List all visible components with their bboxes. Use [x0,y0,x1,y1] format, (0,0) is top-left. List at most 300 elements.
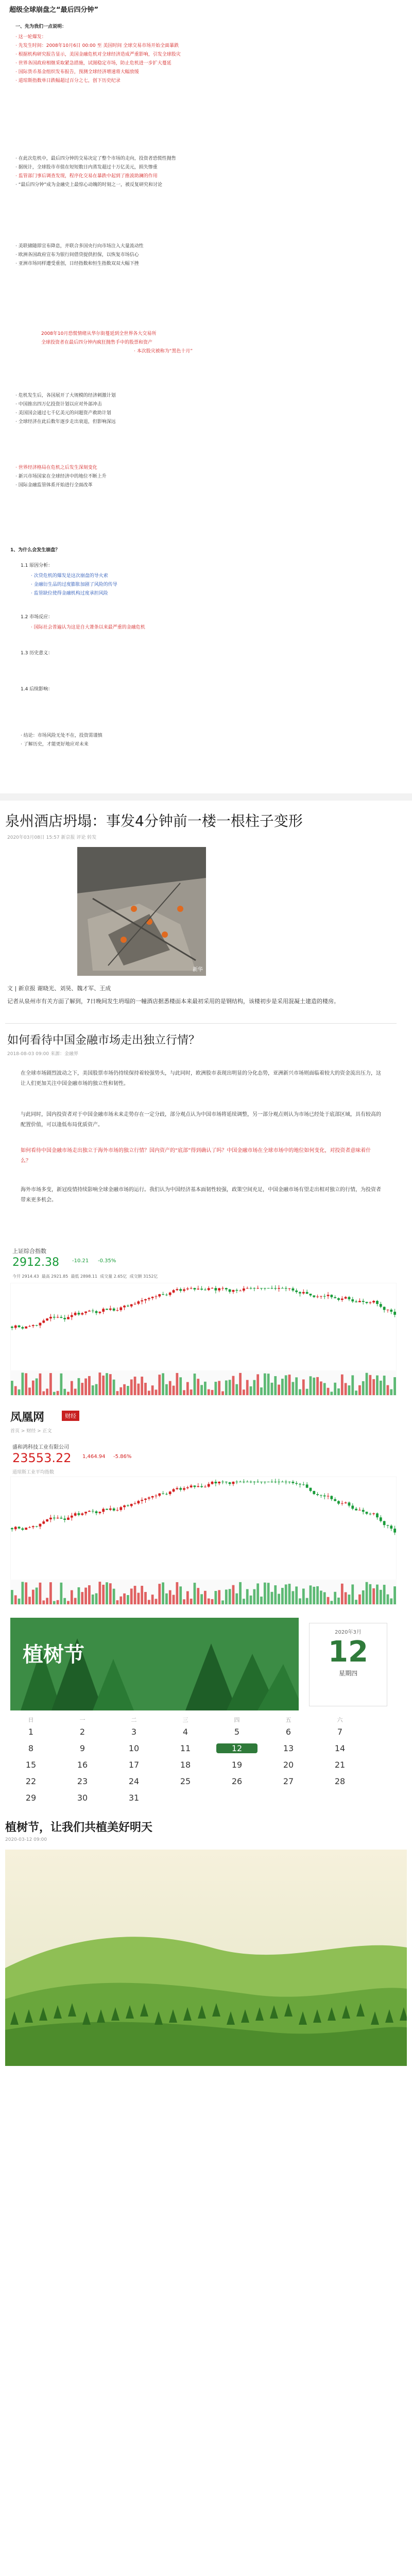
candle-body [116,1310,119,1311]
volume-bar [288,1584,291,1604]
calendar-day[interactable]: 1 [28,1727,34,1737]
article2-meta: 2018-08-03 09:00 来源：金融界 [7,1052,78,1057]
volume-bar [274,1376,277,1395]
volume-bar [190,1389,193,1395]
volume-bar [376,1376,379,1395]
closing [21,732,309,749]
line: · 根据机构研究报告显示，美国金融危机对全球经济造成严重影响，引发全球股灾 [15,52,181,57]
volume-bar [271,1383,273,1395]
volume-bar [246,1380,249,1395]
volume-bar [369,1375,371,1395]
volume-bar [130,1588,133,1604]
candle-body [260,1288,263,1289]
candle-body [383,1521,386,1525]
candle-body [25,1327,27,1329]
question-heading: 1、为什么会发生崩盘？ [10,548,60,553]
candle-body [42,1320,45,1323]
volume-bar [49,1373,52,1395]
volume-bar [366,1582,368,1604]
volume-bar [327,1597,330,1604]
volume-bar [229,1380,231,1395]
candle-body [25,1528,27,1530]
candle-body [345,1297,347,1298]
volume-bar [148,1391,150,1395]
calendar-day[interactable]: 20 [283,1760,294,1770]
volume-bar [194,1583,196,1604]
volume-bar [306,1389,308,1395]
candle-body [358,1301,361,1302]
volume-bar [281,1588,284,1604]
volume-bar [169,1381,171,1395]
line: · 美国国会通过七千亿美元的问题资产救助计划 [15,411,111,416]
candle-body [60,1317,62,1318]
volume-bar [88,1376,91,1395]
volume-bar [162,1582,164,1604]
volume-bar [295,1377,298,1395]
volume-bar [42,1600,45,1604]
candle-body [351,1505,354,1509]
calendar-section [0,1618,412,1814]
calendar-day[interactable]: 24 [128,1776,140,1786]
candle-body [36,1325,38,1326]
candle-body [165,1494,168,1495]
volume-bar [250,1386,252,1395]
q-item: 1.2 市场反应： [21,615,53,620]
volume-bar [102,1376,105,1395]
candle-body [109,1509,112,1510]
volume-bar [243,1599,245,1604]
volume-bar [218,1381,220,1395]
candle-body [334,1297,336,1298]
volume-bar [278,1385,280,1395]
line: · 国际金融监管体系开始进行全面改革 [15,483,93,488]
volume-bar [194,1374,196,1395]
volume-bar [355,1600,357,1604]
candle-body [334,1499,336,1501]
volume-bar [25,1373,27,1395]
q-item: 1.1 原因分析： [21,563,53,568]
volume-bar [358,1385,361,1395]
candle-body [106,1509,108,1510]
calendar-day[interactable]: 29 [25,1793,37,1803]
date-card [309,1623,387,1706]
candle-body [246,1288,249,1289]
volume-bar [204,1382,207,1395]
weekday-header: 三 [182,1717,188,1723]
candle-body [81,1313,83,1315]
volume-bar [74,1598,77,1604]
candle-body [21,1327,24,1329]
candle-body [14,1527,17,1530]
volume-bar [334,1592,336,1604]
candle-body [232,1482,235,1484]
candle-body [310,1294,312,1295]
volume-bar [323,1592,326,1604]
candle-body [214,1288,217,1291]
volume-bar [67,1392,70,1395]
line: 全球投资者在最后四分钟内疯狂抛售手中的股票和资产 [41,340,153,345]
volume-bar [225,1589,228,1604]
q-item: 1.4 后续影响： [21,687,53,692]
candle-body [137,1301,140,1304]
candle-body [151,1297,154,1298]
stat: 最低 2898.11 [71,1274,98,1279]
calendar-day[interactable]: 9 [79,1743,85,1753]
calendar-grid [0,1716,412,1814]
volume-bar [81,1383,83,1395]
volume-bar [119,1597,122,1604]
volume-bar [387,1385,389,1395]
candle-body [88,1311,91,1312]
volume-bar [200,1385,203,1395]
line: · 危机发生后，各国展开了大规模的经济刺激计划 [15,393,116,398]
candle-body [39,1323,42,1326]
line: · 中国推出四万亿投资计划以应对外部冲击 [15,402,102,407]
calendar-day[interactable]: 4 [182,1727,188,1737]
stock2-pct: -5.86% [113,1454,132,1460]
volume-bar [137,1593,140,1604]
volume-bar [246,1589,249,1604]
candle-body [285,1288,287,1289]
calendar-day[interactable]: 5 [234,1727,240,1737]
doc-intro: 一、先为我们一点说明： [15,24,67,29]
candle-body [225,1288,228,1290]
candle-body [162,1294,164,1295]
candle-body [320,1495,322,1496]
stock-chart-1 [10,1247,412,1401]
volume-bar [387,1595,389,1604]
volume-bar [211,1390,214,1395]
candle-body [74,1313,77,1315]
candle-body [299,1292,301,1294]
stat: 今开 2914.43 [12,1274,39,1279]
volume-bar [84,1588,87,1604]
candle-body [60,1518,62,1519]
candle-body [49,1518,52,1519]
stock1-change: -10.21 [72,1258,89,1264]
calendar-day[interactable]: 31 [128,1793,140,1803]
volume-bar [98,1372,101,1395]
section-separator [0,793,412,801]
candle-body [250,1288,252,1289]
volume-bar [341,1375,344,1395]
month-label: 2020年3月 [335,1630,362,1635]
candle-body [271,1288,273,1289]
candle-body [148,1298,150,1299]
candle-body [393,1312,396,1315]
volume-bar [116,1600,119,1604]
volume-bar [49,1582,52,1604]
candle-body [218,1482,220,1483]
candle-body [109,1309,112,1310]
volume-bar [358,1595,361,1604]
weekday-header: 四 [234,1717,240,1723]
volume-bar [11,1590,13,1604]
candle-body [291,1289,294,1291]
candle-body [341,1503,344,1504]
line: · 据统计，全球股市市值在短短数日内蒸发超过十万亿美元，损失惨重 [15,165,158,170]
calendar-day[interactable]: 26 [231,1776,243,1786]
volume-bar [46,1388,48,1395]
calendar-day[interactable]: 23 [77,1776,88,1786]
volume-bar [229,1589,231,1604]
calendar-day[interactable]: 21 [334,1760,346,1770]
candle-body [267,1288,270,1289]
calendar-day[interactable]: 16 [77,1760,88,1770]
candle-body [119,1507,122,1510]
volume-bar [362,1590,365,1604]
collapse-photo-graphic [77,847,206,976]
volume-bar [165,1594,168,1604]
volume-bar [53,1392,56,1395]
candle-body [123,1306,126,1307]
volume-bar [63,1598,66,1604]
lines-a [15,33,304,86]
line: · 监管缺位使得金融机构过度承担风险 [31,591,108,596]
stat: 成交额 3152亿 [129,1274,158,1279]
volume-bar [60,1374,62,1395]
candle-body [355,1301,357,1302]
line: · 次贷危机的爆发是这次崩盘的导火索 [31,573,108,579]
volume-bar [14,1595,17,1604]
candle-body [134,1503,136,1504]
volume-bar [158,1375,161,1395]
volume-bar [295,1586,298,1604]
candle-body [173,1290,175,1293]
candle-body [376,1513,379,1517]
candle-body [63,1519,66,1520]
article2-red-para: 如何看待中国金融市场走出独立于海外市场的独立行情？国内资产的“底部”得到确认了吗？中国金融市场在全球市场中的地位如何变化，对投资者意味着什么？ [21,1148,371,1164]
candle-body [46,1519,48,1521]
candle-body [186,1289,189,1290]
volume-bar [141,1377,143,1395]
volume-bar [330,1392,333,1395]
volume-bar [243,1389,245,1395]
candle-body [327,1496,330,1497]
festival-title: 植树节 [23,1643,84,1667]
volume-bar [393,1586,396,1604]
stock2-company: 盛和鸿科技工业有限公司 [12,1445,69,1450]
article2-para: 在全球市场剧烈波动之下，美国股票市场仍持续保持着较强势头，与此同时，欧洲股市表现出明显的分化态势，亚洲新兴市场则面临着较大的资金流出压力，这让人们更加关注中国金融市场的独立性和韧性。 [21,1071,381,1087]
volume-bar [369,1584,371,1604]
calendar-day[interactable]: 25 [180,1776,191,1786]
volume-bar [278,1594,280,1604]
newswire-tag[interactable]: 财经 [62,1411,79,1421]
stock2-label: 道琼斯工业平均指数 [12,1470,55,1475]
line: · 监管部门事后调查发现，程序化交易在暴跌中起到了推波助澜的作用 [15,174,158,179]
volume-bar [320,1381,322,1395]
candle-body [291,1482,294,1483]
calendar-day[interactable]: 28 [334,1776,346,1786]
volume-bar [28,1597,31,1604]
article2-headline: 如何看待中国金融市场走出独立行情？ [7,1034,200,1047]
volume-bar [179,1377,182,1395]
calendar-day[interactable]: 7 [337,1727,343,1737]
line: · 在此次危机中，最后四分钟的交易决定了整个市场的走向，投资者恐慌性抛售 [15,156,176,161]
volume-bar [155,1389,158,1395]
calendar-day[interactable]: 15 [25,1760,37,1770]
calendar-day[interactable]: 6 [285,1727,291,1737]
calendar-day[interactable]: 12 [216,1743,258,1753]
volume-bar [383,1585,386,1604]
line: · 欧洲各国政府宣布为银行间借贷提供担保，以恢复市场信心 [15,252,139,258]
volume-bar [179,1586,182,1604]
candle-body [229,1290,231,1292]
volume-bar [327,1388,330,1395]
candle-body [74,1513,77,1516]
volume-bar [88,1585,91,1604]
volume-bar [130,1379,133,1395]
candle-body [127,1505,129,1506]
candle-body [32,1325,35,1326]
candle-body [18,1527,21,1529]
candle-body [348,1502,351,1505]
calendar-day[interactable]: 18 [180,1760,191,1770]
volume-bar [337,1598,340,1604]
volume-bar [200,1594,203,1604]
volume-bar [214,1382,217,1395]
stock2-candles [10,1477,397,1605]
volume-bar [42,1391,45,1395]
news-byline: 文 | 新京报 谢晓光、刘昊、魏才军、王成 [7,985,111,992]
volume-bar [25,1582,27,1604]
candle-body [130,1504,133,1506]
volume-bar [390,1389,392,1395]
candle-body [362,1301,365,1302]
calendar-day[interactable]: 8 [28,1743,34,1753]
volume-bar [267,1583,270,1604]
calendar-day[interactable]: 19 [231,1760,243,1770]
calendar-day[interactable]: 2 [79,1727,85,1737]
calendar-day[interactable]: 14 [334,1743,346,1753]
candle-body [119,1308,122,1310]
candle-body [190,1288,193,1289]
volume-bar [186,1591,189,1604]
volume-bar [71,1381,73,1395]
candle-body [158,1494,161,1496]
newswire-brand[interactable]: 凤凰网 [10,1411,45,1424]
candle-body [183,1290,185,1291]
stock1-pct: -0.35% [98,1258,116,1264]
stock-chart-2 [10,1443,412,1613]
candle-body [63,1318,66,1319]
newswire-nav[interactable]: 首页 > 财经 > 正文 [10,1429,52,1434]
line: · 国际货币基金组织发布报告，预测全球经济增速将大幅放缓 [15,70,139,75]
candle-body [11,1528,13,1529]
volume-bar [208,1389,210,1395]
calendar-day[interactable]: 3 [131,1727,137,1737]
volume-bar [285,1375,287,1395]
weekday-header: 六 [337,1717,343,1723]
volume-bar [162,1373,164,1395]
volume-bar [74,1388,77,1395]
line: · 世界经济格局在危机之后发生深刻变化 [15,465,97,470]
calendar-day[interactable]: 22 [25,1776,37,1786]
candle-body [183,1488,185,1490]
line: · 这一轮爆发： [15,35,46,40]
volume-bar [380,1590,382,1604]
volume-bar [123,1594,126,1604]
line: · 亚洲市场同样遭受重创，日经指数和恒生指数双双大幅下挫 [15,261,139,266]
volume-bar [190,1599,193,1604]
candle-body [71,1315,73,1317]
candle-body [186,1487,189,1488]
candle-body [67,1518,70,1520]
candle-body [102,1509,105,1512]
volume-bar [285,1584,287,1604]
line: · 新兴市场国家在全球经济中的地位不断上升 [15,474,107,479]
volume-bar [316,1377,319,1395]
calendar-day[interactable]: 17 [128,1760,140,1770]
candle-body [211,1482,214,1484]
volume-bar [351,1584,354,1604]
candle-body [253,1288,255,1289]
candle-body [32,1526,35,1527]
volume-bar [18,1389,21,1395]
candle-body [137,1501,140,1503]
volume-bar [256,1583,259,1604]
candle-body [306,1484,308,1487]
calendar-day[interactable]: 13 [283,1743,294,1753]
weekday-header: 五 [285,1717,291,1723]
volume-bar [214,1591,217,1604]
volume-bar [63,1389,66,1395]
volume-bar [98,1582,101,1604]
volume-bar [71,1590,73,1604]
volume-bar [32,1590,35,1604]
volume-bar [176,1582,178,1604]
candle-body [348,1297,351,1299]
candle-body [323,1296,326,1297]
volume-bar [264,1583,266,1604]
calendar-day[interactable]: 27 [283,1776,294,1786]
volume-bar [211,1599,214,1604]
newswire-bar [10,1406,402,1437]
candle-body [11,1327,13,1328]
candle-body [95,1511,98,1513]
volume-bar [355,1391,357,1395]
volume-bar [127,1595,129,1604]
calendar-day[interactable]: 10 [128,1743,140,1753]
volume-bar [299,1389,301,1395]
volume-bar [21,1582,24,1604]
calendar-day[interactable]: 11 [180,1743,191,1753]
volume-bar [113,1380,115,1395]
volume-bar [165,1384,168,1395]
volume-bar [67,1601,70,1604]
volume-bar [313,1378,315,1395]
volume-bar [183,1599,185,1604]
volume-bar [151,1595,154,1604]
candle-body [42,1521,45,1524]
candle-body [278,1288,280,1289]
hills-graphic [5,1850,407,2066]
candle-body [302,1484,305,1485]
weekday-header: 二 [131,1717,137,1723]
candle-body [84,1512,87,1513]
calendar-day[interactable]: 30 [77,1793,88,1803]
candle-body [14,1326,17,1328]
volume-bar [337,1388,340,1395]
news-body: 记者从泉州市有关方面了解到，7日晚间发生坍塌的一幢酒店据悉楼面本来最初采用的是钢结构，该楼初步是采用混凝土建造的楼房。 [7,998,339,1005]
volume-bar [134,1586,136,1604]
volume-bar [253,1589,255,1604]
candle-body [366,1302,368,1303]
volume-bar [102,1585,105,1604]
volume-bar [393,1377,396,1395]
candle-body [232,1290,235,1292]
volume-bar [53,1601,56,1604]
